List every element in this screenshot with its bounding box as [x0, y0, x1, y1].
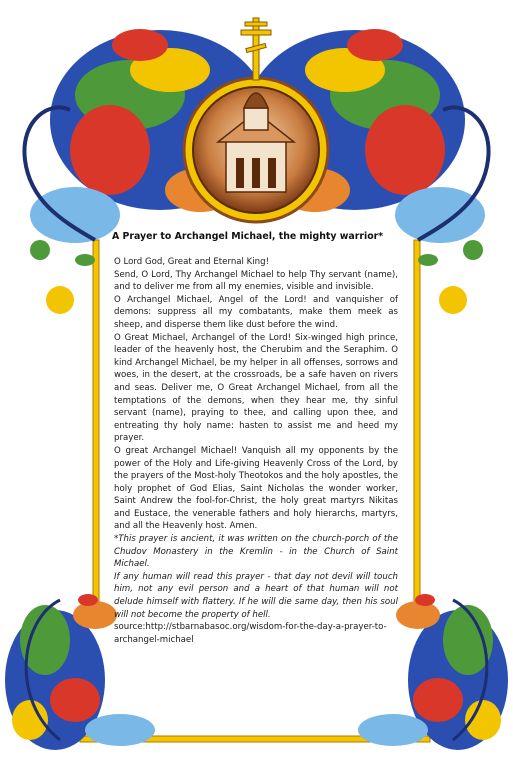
prayer-title: A Prayer to Archangel Michael, the mighty warrior*	[112, 231, 384, 242]
prayer-paragraph: O Lord God, Great and Eternal King!	[114, 257, 270, 267]
prayer-paragraph: O Archangel Michael, Angel of the Lord! and vanquisher of demons: suppress all my combatants, make them meek as sheep, and disperse them like dust before the wind.	[114, 294, 398, 330]
church-medallion	[184, 78, 328, 222]
prayer-paragraph: O Great Michael, Archangel of the Lord! Six-winged high prince, leader of the heavenly host, the Cherubim and the Seraphim. O kind Archangel Michael, be my helper in all offenses, sorrows and woes, in the desert, at the crossroads, be a safe haven on rivers and seas. Deliver me, O Great Archangel Michael, from all the temptations of the demons, when they hear me, thy sinful servant (name), praying to thee, and calling upon thee, and entreating thy holy name: hasten to assist me and heed my prayer.	[114, 332, 398, 444]
prayer-paragraph: Send, O Lord, Thy Archangel Michael to help Thy servant (name), and to deliver me from all my enemies, visible and invisible.	[114, 269, 398, 293]
prayer-paragraph: O great Archangel Michael! Vanquish all my opponents by the power of the Holy and Life-giving Heavenly Cross of the Lord, by the prayers of the Most-holy Theotokos and the holy apostles, the holy prophet of God Elias, Saint Nicholas the wonder worker, Saint Andrew the fool-for-Christ, the holy great martyrs Nikitas and Eustace, the venerable fathers and holy hierarchs, martyrs, and all the Heavenly host. Amen.	[114, 445, 398, 532]
prayer-body	[114, 244, 398, 646]
footnote: If any human will read this prayer - that day not devil will touch him, not any evil person and a heart of that human will not delude himself with flattery. If he will die same day, then his soul will not become the property of hell.	[114, 571, 398, 620]
source-link[interactable]: source:http://stbarnabasoc.org/wisdom-for-the-day-a-prayer-to-archangel-michael	[114, 622, 387, 645]
footnote: *This prayer is ancient, it was written on the church-porch of the Chudov Monastery in the Kremlin - in the Church of Saint Michael.	[114, 534, 398, 570]
